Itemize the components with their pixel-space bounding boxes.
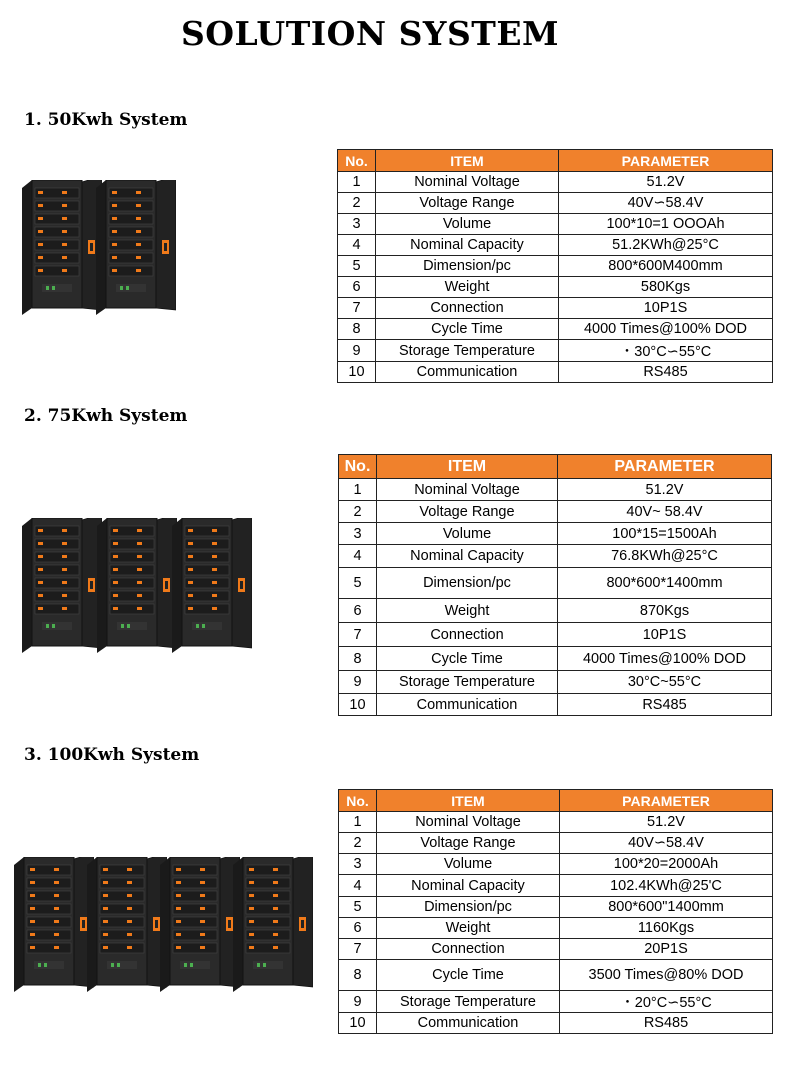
row-number: 7 <box>339 623 377 647</box>
row-number: 10 <box>339 694 377 716</box>
parameter-cell: 800*600M400mm <box>559 256 773 277</box>
item-cell: Volume <box>377 523 558 545</box>
battery-cabinet-image <box>22 180 202 315</box>
battery-cabinet <box>233 857 313 997</box>
header-parameter: PARAMETER <box>558 455 772 479</box>
item-cell: Weight <box>377 599 558 623</box>
row-number: 4 <box>339 875 377 897</box>
section-title: 1. 50Kwh System <box>24 110 188 130</box>
header-parameter: PARAMETER <box>559 150 773 172</box>
row-number: 3 <box>339 523 377 545</box>
spec-table <box>337 149 773 383</box>
parameter-cell: 40V~ 58.4V <box>558 501 772 523</box>
parameter-cell: RS485 <box>558 694 772 716</box>
parameter-cell: RS485 <box>559 362 773 383</box>
section-title: 3. 100Kwh System <box>24 745 200 765</box>
battery-cabinet <box>22 180 102 320</box>
item-cell: Communication <box>376 362 559 383</box>
item-cell: Connection <box>377 623 558 647</box>
row-number: 4 <box>338 235 376 256</box>
header-parameter: PARAMETER <box>560 790 773 812</box>
battery-cabinet-image <box>14 857 332 992</box>
parameter-cell: 800*600*1400mm <box>558 568 772 599</box>
item-cell: Communication <box>377 1013 560 1034</box>
table-row <box>338 172 773 193</box>
row-number: 6 <box>338 277 376 298</box>
table-row <box>339 833 773 854</box>
row-number: 9 <box>339 991 377 1013</box>
parameter-cell: ・20°C∽55°C <box>560 991 773 1013</box>
row-number: 1 <box>339 479 377 501</box>
row-number: 4 <box>339 545 377 568</box>
row-number: 9 <box>339 671 377 694</box>
item-cell: Cycle Time <box>377 960 560 991</box>
row-number: 7 <box>338 298 376 319</box>
table-row <box>338 277 773 298</box>
parameter-cell: 20P1S <box>560 939 773 960</box>
row-number: 5 <box>339 897 377 918</box>
parameter-cell: 51.2KWh@25°C <box>559 235 773 256</box>
parameter-cell: 800*600"1400mm <box>560 897 773 918</box>
parameter-cell: 870Kgs <box>558 599 772 623</box>
battery-cabinet <box>172 518 252 658</box>
item-cell: Storage Temperature <box>377 991 560 1013</box>
table-row <box>339 479 772 501</box>
table-row <box>338 193 773 214</box>
table-row <box>339 623 772 647</box>
battery-cabinet <box>96 180 176 320</box>
parameter-cell: RS485 <box>560 1013 773 1034</box>
parameter-cell: 10P1S <box>558 623 772 647</box>
battery-cabinet <box>22 518 102 658</box>
parameter-cell: ・30°C∽55°C <box>559 340 773 362</box>
item-cell: Cycle Time <box>377 647 558 671</box>
row-number: 2 <box>338 193 376 214</box>
parameter-cell: 51.2V <box>558 479 772 501</box>
table-row <box>339 991 773 1013</box>
parameter-cell: 30°C~55°C <box>558 671 772 694</box>
parameter-cell: 100*10=1 OOOAh <box>559 214 773 235</box>
row-number: 8 <box>338 319 376 340</box>
row-number: 9 <box>338 340 376 362</box>
item-cell: Connection <box>376 298 559 319</box>
item-cell: Nominal Capacity <box>376 235 559 256</box>
battery-cabinet <box>87 857 167 997</box>
table-row <box>339 918 773 939</box>
item-cell: Communication <box>377 694 558 716</box>
spec-table <box>338 789 773 1034</box>
table-row <box>339 854 773 875</box>
table-row <box>339 501 772 523</box>
parameter-cell: 76.8KWh@25°C <box>558 545 772 568</box>
parameter-cell: 100*20=2000Ah <box>560 854 773 875</box>
header-item: ITEM <box>377 455 558 479</box>
battery-cabinet <box>97 518 177 658</box>
header-no: No. <box>339 790 377 812</box>
item-cell: Dimension/pc <box>377 897 560 918</box>
parameter-cell: 40V∽58.4V <box>559 193 773 214</box>
parameter-cell: 10P1S <box>559 298 773 319</box>
table-row <box>339 875 773 897</box>
row-number: 1 <box>339 812 377 833</box>
item-cell: Connection <box>377 939 560 960</box>
table-row <box>338 362 773 383</box>
row-number: 1 <box>338 172 376 193</box>
spec-table <box>338 454 772 716</box>
table-row <box>338 256 773 277</box>
item-cell: Nominal Voltage <box>377 479 558 501</box>
item-cell: Dimension/pc <box>377 568 558 599</box>
table-row <box>339 1013 773 1034</box>
row-number: 3 <box>338 214 376 235</box>
parameter-cell: 4000 Times@100% DOD <box>559 319 773 340</box>
item-cell: Storage Temperature <box>377 671 558 694</box>
parameter-cell: 51.2V <box>560 812 773 833</box>
parameter-cell: 580Kgs <box>559 277 773 298</box>
row-number: 8 <box>339 647 377 671</box>
table-row <box>339 694 772 716</box>
parameter-cell: 3500 Times@80% DOD <box>560 960 773 991</box>
table-row <box>339 960 773 991</box>
table-row <box>339 897 773 918</box>
parameter-cell: 51.2V <box>559 172 773 193</box>
section-title: 2. 75Kwh System <box>24 406 188 426</box>
item-cell: Volume <box>376 214 559 235</box>
item-cell: Cycle Time <box>376 319 559 340</box>
item-cell: Storage Temperature <box>376 340 559 362</box>
row-number: 6 <box>339 599 377 623</box>
row-number: 6 <box>339 918 377 939</box>
item-cell: Voltage Range <box>377 833 560 854</box>
parameter-cell: 40V∽58.4V <box>560 833 773 854</box>
item-cell: Nominal Voltage <box>376 172 559 193</box>
battery-cabinet-image <box>22 518 282 653</box>
row-number: 5 <box>339 568 377 599</box>
table-row <box>339 599 772 623</box>
item-cell: Nominal Capacity <box>377 875 560 897</box>
item-cell: Dimension/pc <box>376 256 559 277</box>
row-number: 2 <box>339 833 377 854</box>
battery-cabinet <box>160 857 240 997</box>
parameter-cell: 4000 Times@100% DOD <box>558 647 772 671</box>
parameter-cell: 100*15=1500Ah <box>558 523 772 545</box>
parameter-cell: 1160Kgs <box>560 918 773 939</box>
table-row <box>339 671 772 694</box>
item-cell: Weight <box>377 918 560 939</box>
item-cell: Voltage Range <box>377 501 558 523</box>
table-row <box>338 214 773 235</box>
item-cell: Volume <box>377 854 560 875</box>
page-title: SOLUTION SYSTEM <box>180 14 560 53</box>
item-cell: Weight <box>376 277 559 298</box>
table-row <box>338 298 773 319</box>
battery-cabinet <box>14 857 94 997</box>
table-row <box>338 235 773 256</box>
row-number: 2 <box>339 501 377 523</box>
row-number: 10 <box>339 1013 377 1034</box>
item-cell: Nominal Capacity <box>377 545 558 568</box>
row-number: 5 <box>338 256 376 277</box>
parameter-cell: 102.4KWh@25'C <box>560 875 773 897</box>
header-item: ITEM <box>376 150 559 172</box>
item-cell: Nominal Voltage <box>377 812 560 833</box>
row-number: 7 <box>339 939 377 960</box>
header-item: ITEM <box>377 790 560 812</box>
row-number: 3 <box>339 854 377 875</box>
row-number: 8 <box>339 960 377 991</box>
table-row <box>339 647 772 671</box>
table-row <box>339 568 772 599</box>
table-row <box>339 939 773 960</box>
table-row <box>339 812 773 833</box>
row-number: 10 <box>338 362 376 383</box>
header-no: No. <box>338 150 376 172</box>
table-row <box>338 340 773 362</box>
table-row <box>339 545 772 568</box>
table-row <box>338 319 773 340</box>
header-no: No. <box>339 455 377 479</box>
table-row <box>339 523 772 545</box>
item-cell: Voltage Range <box>376 193 559 214</box>
